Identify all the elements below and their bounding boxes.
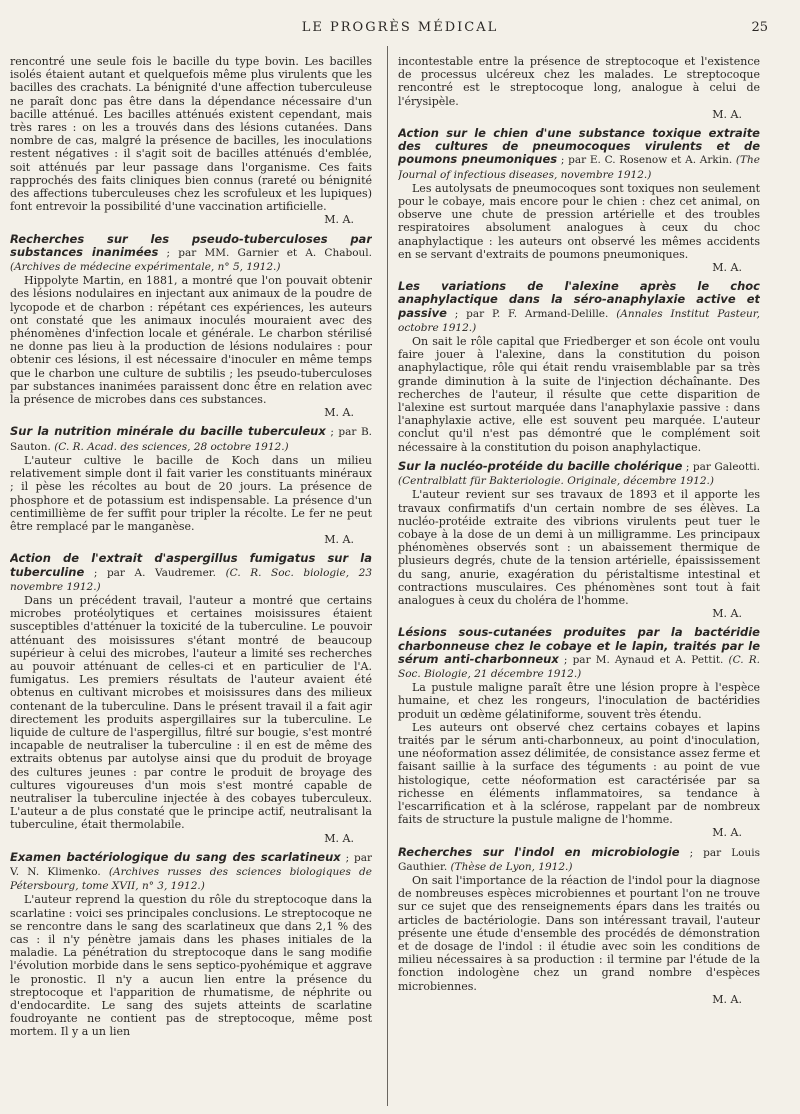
article-source: (Archives russes des sciences biologiques de Pétersbourg, tome XVII, n° 3, 1912.) bbox=[10, 865, 372, 893]
article-source: (C. R. Acad. des sciences, 28 octobre 1912.) bbox=[54, 440, 289, 453]
article bbox=[10, 233, 372, 420]
article-authors: ; par P. F. Armand-Delille. bbox=[446, 307, 617, 320]
article-authors: ; par M. Aynaud et A. Pettit. bbox=[558, 653, 729, 666]
article-paragraph: incontestable entre la présence de streptocoque et l'existence de processus ulcéreux chez les malades. Le streptocoque rencontré est le streptocoque long, analogue à celui de l'érysipèle. bbox=[398, 55, 760, 108]
article-source: (Archives de médecine expérimentale, n° 5, 1912.) bbox=[10, 261, 281, 274]
article-source: (The Journal of infectious diseases, novembre 1912.) bbox=[398, 154, 760, 181]
page-header bbox=[0, 20, 800, 40]
article-title: Recherches sur les pseudo-tuberculoses par substances inanimées bbox=[10, 231, 372, 259]
signature: M. A. bbox=[712, 826, 742, 840]
article-authors: ; par B. Sauton. bbox=[10, 426, 372, 453]
article bbox=[10, 552, 372, 844]
article-heading bbox=[398, 846, 760, 874]
page-number: 25 bbox=[751, 20, 768, 35]
article-heading bbox=[10, 425, 372, 453]
article-paragraph: Les auteurs ont observé chez certains cobayes et lapins traités par le sérum anti-charbonneux, au point d'inoculation, une néoformation assez délimitée, de consistance assez ferme et faisant saillie à la surface des téguments : au point de vue histologique, cette néoformation est caractérisée par sa richesse en éléments inflammatoires, sa tendance à l'escarrification et à la sclérose, rappelant par de nombreux faits de structure la pustule maligne de l'homme. bbox=[398, 720, 760, 827]
article bbox=[398, 626, 760, 839]
article-title: Recherches sur l'indol en microbiologie bbox=[398, 844, 680, 859]
article-continued bbox=[10, 55, 372, 227]
article-title: Les variations de l'alexine après le choc anaphylactique dans la séro-anaphylaxie active et passive bbox=[398, 279, 760, 320]
article bbox=[10, 425, 372, 546]
article-heading bbox=[10, 233, 372, 275]
article-authors: ; par Galeotti. bbox=[682, 460, 760, 473]
article-paragraph: On sait le rôle capital que Friedberger et son école ont voulu faire jouer à l'alexine, dans la constitution du poison anaphylactique, rôle qui était rendu vraisemblable par sa très grande diminution à la suite de l'injection déchaînante. Des recherches de l'auteur, il résulte que cette disparition de l'alexine est surtout marquée dans l'anaphylaxie passive : dans l'anaphylaxie active, elle est souvent peu marquée. L'auteur conclut qu'il n'est pas démontré que le complément soit nécessaire à la constitution du poison anaphylactique. bbox=[398, 335, 760, 454]
article-authors: ; par V. N. Klimenko. bbox=[10, 851, 372, 878]
article-paragraph: La pustule maligne paraît être une lésion propre à l'espèce humaine, et chez les rongeurs, l'inoculation de bactéridies produit un œdème gélatiniforme, souvent très étendu. bbox=[398, 681, 760, 721]
article-title: Sur la nutrition minérale du bacille tuberculeux bbox=[10, 424, 326, 439]
article-title: Action sur le chien d'une substance toxique extraite des cultures de pneumocoques virulents et de poumons pneumoniques bbox=[398, 126, 760, 167]
signature: M. A. bbox=[324, 533, 354, 547]
article-heading bbox=[10, 851, 372, 894]
article-title: Action de l'extrait d'aspergillus fumigatus sur la tuberculine bbox=[10, 551, 372, 579]
article-paragraph: Dans un précédent travail, l'auteur a montré que certains microbes protéolytiques et certaines moisissures étaient susceptibles d'atténuer la toxicité de la tuberculine. Le pouvoir atténuant des moisissures s'étant montré de beaucoup supérieur à celui des microbes, l'auteur a limité ses recherches au pouvoir atténuant de celles-ci et en particulier de l'A. fumigatus. Les premiers résultats de l'auteur avaient été obtenus en cultivant microbes et moisissures dans des milieux contenant de la tuberculine. Dans le présent travail il a fait agir directement les produits aspergillaires sur la tuberculine. Le liquide de culture de l'aspergillus, filtré sur bougie, s'est montré incapable de neutraliser la tuberculine : il en est de même des extraits obtenus par autolyse ainsi que du produit de broyage des cultures jeunes : par contre le produit de broyage des cultures vigoureuses d'un mois s'est montré capable de neutraliser la tuberculine injectée à des cobayes tuberculeux. L'auteur a de plus constaté que le principe actif, neutralisant la tuberculine, était thermolabile. bbox=[10, 593, 372, 832]
signature: M. A. bbox=[712, 261, 742, 275]
article-authors: ; par Louis Gauthier. bbox=[398, 846, 760, 873]
article-paragraph: On sait l'importance de la réaction de l'indol pour la diagnose de nombreuses espèces microbiennes et pourtant l'on ne trouve sur ce sujet que des renseignements épars dans les traités ou articles de bactériologie. Dans son intéressant travail, l'auteur présente une étude d'ensemble des procédés de démonstration et de dosage de l'indol : il étudie avec soin les conditions de milieu nécessaires à sa production : il termine par l'étude de la fonction indologène chez un grand nombre d'espèces microbiennes. bbox=[398, 873, 760, 993]
article-source: (Annales Institut Pasteur, octobre 1912.) bbox=[398, 307, 760, 334]
signature: M. A. bbox=[712, 992, 742, 1006]
signature: M. A. bbox=[712, 107, 742, 121]
article-source: (C. R. Soc. biologie, 23 novembre 1912.) bbox=[10, 566, 372, 593]
article-source: (C. R. Soc. Biologie, 21 décembre 1912.) bbox=[398, 653, 760, 680]
left-column bbox=[10, 50, 372, 1105]
signature: M. A. bbox=[712, 607, 742, 621]
article-heading bbox=[398, 460, 760, 488]
signature: M. A. bbox=[324, 831, 354, 845]
article-paragraph: Les autolysats de pneumocoques sont toxiques non seulement pour le cobaye, mais encore pour le chien : chez cet animal, on observe une chute de pression artérielle et des troubles respiratoires absolument analogues à ceux du choc anaphylactique : les auteurs ont observé les mêmes accidents en se servant d'extraits de poumons pneumoniques. bbox=[398, 181, 760, 261]
article-heading bbox=[398, 280, 760, 335]
article-paragraph: L'auteur reprend la question du rôle du streptocoque dans la scarlatine : voici ses principales conclusions. Le streptocoque ne se rencontre dans le sang des scarlatineux que dans 2,1 % des cas : il n'y pénètre jamais dans les phases initiales de la maladie. La pénétration du streptocoque dans le sang modifie l'évolution morbide dans le sens septico-pyohémique et aggrave le pronostic. Il n'y a aucun lien entre la présence du streptocoque et l'apparition de rhumatisme, de néphrite ou d'endocardite. Le sang des sujets atteints de scarlatine foudroyante ne contient pas de streptocoque, même post mortem. Il y a un lien bbox=[10, 893, 372, 1039]
article-paragraph: L'auteur cultive le bacille de Koch dans un milieu relativement simple dont il fait varier les constituants minéraux ; il pèse les récoltes au bout de 20 jours. La présence de phosphore et de potassium est indispensable. La présence d'un centimillième de fer suffit pour tripler la récolte. Le fer ne peut être remplacé par le manganèse. bbox=[10, 453, 372, 533]
article-title: Sur la nucléo-protéide du bacille cholérique bbox=[398, 458, 683, 473]
article bbox=[398, 460, 760, 620]
column-divider bbox=[387, 46, 388, 1106]
running-title: LE PROGRÈS MÉDICAL bbox=[301, 20, 499, 35]
article bbox=[398, 280, 760, 454]
right-column bbox=[398, 50, 760, 1105]
article-heading bbox=[398, 626, 760, 681]
signature: M. A. bbox=[324, 213, 354, 227]
article-paragraph: Hippolyte Martin, en 1881, a montré que l'on pouvait obtenir des lésions nodulaires en injectant aux animaux de la poudre de lycopode et de charbon : répétant ces expériences, les auteurs ont constaté que les animaux inoculés mouraient avec des phénomènes d'infection locale et générale. Le charbon stérilisé ne donne pas lieu à la production de lésions nodulaires : pour obtenir ces lésions, il est nécessaire d'inoculer en même temps que le charbon une culture de subtilis ; les pseudo-tuberculoses par substances inanimées paraissent donc être en relation avec la présence de microbes dans ces substances. bbox=[10, 274, 372, 407]
article bbox=[398, 127, 760, 274]
article-paragraph: rencontré une seule fois le bacille du type bovin. Les bacilles isolés étaient autant et quelquefois même plus virulents que les bacilles des crachats. La bénignité d'une affection tuberculeuse ne paraît donc pas être dans la dépendance nécessaire d'un bacille atténué. Les bacilles atténués existent cependant, mais très rares : on les a trouvés dans des lésions cutanées. Dans nombre de cas, malgré la présence de bacilles, les inoculations restent négatives : il s'agit soit de bacilles atténués d'emblée, soit atténués par leur passage dans l'organisme. Ces faits rapprochés des faits cliniques bien connus (rareté ou bénignité des affections tuberculeuses chez les scrofuleux et les lupiques) font entrevoir la possibilité d'une vaccination artificielle. bbox=[10, 55, 372, 214]
article bbox=[398, 846, 760, 1006]
article-heading bbox=[398, 127, 760, 182]
article-authors: ; par E. C. Rosenow et A. Arkin. bbox=[557, 154, 736, 167]
article bbox=[10, 851, 372, 1039]
article-source: (Thèse de Lyon, 1912.) bbox=[450, 860, 573, 873]
article-authors: ; par MM. Garnier et A. Chaboul. bbox=[158, 246, 372, 259]
article-continued bbox=[398, 55, 760, 121]
article-heading bbox=[10, 552, 372, 594]
article-source: (Centralblatt für Bakteriologie. Originale, décembre 1912.) bbox=[398, 475, 714, 488]
article-paragraph: L'auteur revient sur ses travaux de 1893 et il apporte les travaux confirmatifs d'un certain nombre de ses élèves. La nucléo-protéide extraite des vibrions virulents peut tuer le cobaye à la dose de un demi à un milligramme. Les principaux phénomènes observés sont : un abaissement thermique de plusieurs degrés, chute de la tension artérielle, épaississement du sang, anurie, exagération du péristaltisme intestinal et contractions musculaires. Ces phénomènes sont tout à fait analogues à ceux du choléra de l'homme. bbox=[398, 488, 760, 607]
signature: M. A. bbox=[324, 406, 354, 420]
article-authors: ; par A. Vaudremer. bbox=[84, 566, 226, 579]
article-title: Examen bactériologique du sang des scarlatineux bbox=[10, 849, 341, 864]
article-title: Lésions sous-cutanées produites par la bactéridie charbonneuse chez le cobaye et le lapin, traités par le sérum anti-charbonneux bbox=[398, 625, 760, 666]
